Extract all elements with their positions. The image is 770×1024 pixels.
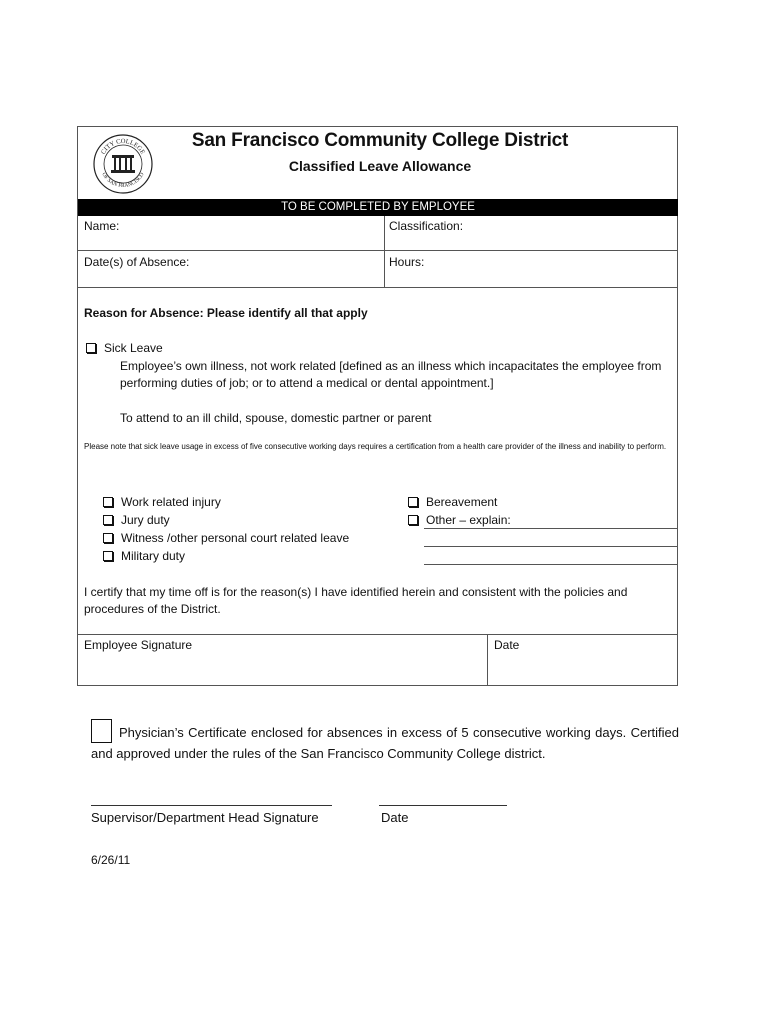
supervisor-signature-label: Supervisor/Department Head Signature: [91, 810, 319, 825]
supervisor-date-label: Date: [381, 810, 409, 825]
option-label: Jury duty: [121, 513, 170, 527]
option-label: Other – explain:: [426, 513, 511, 527]
employee-signature-label: Employee Signature: [84, 638, 193, 652]
employee-section-banner: TO BE COMPLETED BY EMPLOYEE: [78, 199, 678, 216]
seal-text-top: CITY COLLEGE: [99, 137, 147, 156]
row-divider: [78, 287, 678, 288]
option-label: Bereavement: [426, 495, 498, 509]
field-divider: [384, 216, 385, 287]
form-subtitle: Classified Leave Allowance: [288, 158, 472, 174]
sick-leave-note: Please note that sick leave usage in excess of five consecutive working days requires a certification from a health care provider of the illness and inability to perform.: [84, 442, 667, 451]
sick-leave-label: Sick Leave: [104, 341, 163, 355]
witness-checkbox[interactable]: [103, 533, 113, 543]
option-label: Work related injury: [121, 495, 221, 509]
name-field-label: Name:: [84, 219, 120, 233]
form-title: San Francisco Community College District: [191, 130, 569, 151]
explain-line[interactable]: [424, 546, 678, 547]
option-label: Witness /other personal court related leave: [121, 531, 350, 545]
field-divider: [487, 634, 488, 686]
jury-duty-checkbox[interactable]: [103, 515, 113, 525]
bereavement-checkbox[interactable]: [408, 497, 418, 507]
row-divider: [78, 634, 678, 635]
military-checkbox[interactable]: [103, 551, 113, 561]
option-other[interactable]: [408, 513, 511, 527]
dates-field-label: Date(s) of Absence:: [84, 255, 190, 269]
work-injury-checkbox[interactable]: [103, 497, 113, 507]
college-seal-icon: [92, 133, 154, 195]
row-divider: [78, 250, 678, 251]
option-jury-duty[interactable]: [103, 513, 170, 527]
option-bereavement[interactable]: [408, 495, 497, 509]
seal-text-bottom: OF SAN FRANCISCO: [100, 171, 146, 190]
option-label: Military duty: [121, 549, 186, 563]
hours-field-label: Hours:: [389, 255, 425, 269]
sick-leave-checkbox[interactable]: [86, 343, 96, 353]
other-checkbox[interactable]: [408, 515, 418, 525]
supervisor-signature-line[interactable]: [91, 805, 332, 806]
employee-date-label: Date: [494, 638, 520, 652]
sick-family-text: To attend to an ill child, spouse, domestic partner or parent: [120, 411, 432, 425]
classification-field-label: Classification:: [389, 219, 464, 233]
option-work-related-injury[interactable]: [103, 495, 221, 509]
reason-title: Reason for Absence: Please identify all that apply: [84, 306, 368, 320]
sick-own-illness-text: Employee’s own illness, not work related [defined as an illness which incapacitates the employee from performing duties of job; or to attend a medical or dental appointment.]: [120, 359, 662, 390]
form-version: 6/26/11: [91, 853, 131, 867]
option-witness-leave[interactable]: [103, 531, 349, 545]
option-military-duty[interactable]: [103, 549, 185, 563]
sick-leave-option[interactable]: [86, 341, 163, 355]
certify-statement: I certify that my time off is for the reason(s) I have identified herein and consistent with the policies and procedures of the District.: [84, 585, 628, 616]
physician-certificate-text: Physician’s Certificate enclosed for absences in excess of 5 consecutive working days. Certified and approved under the rules of the San Francisco Community College district.: [91, 725, 679, 761]
supervisor-date-line[interactable]: [379, 805, 507, 806]
explain-line[interactable]: [424, 564, 678, 565]
explain-line[interactable]: [424, 528, 678, 529]
